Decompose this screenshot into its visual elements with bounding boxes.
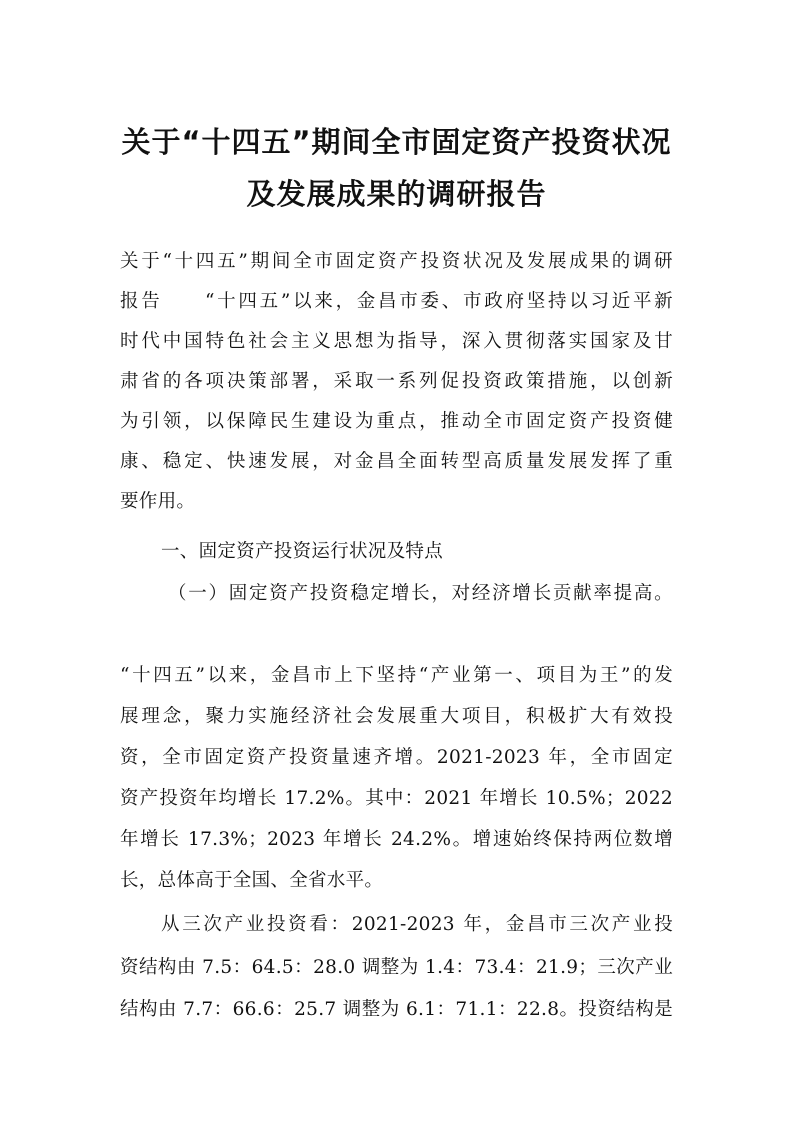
body-line: 肃省的各项决策部署，采取一系列促投资政策措施，以创新 (120, 371, 673, 392)
body-line: 长，总体高于全国、全省水平。 (120, 870, 384, 891)
body-line: 资产投资年均增长 17.2%。其中：2021 年增长 10.5%；2022 (120, 788, 673, 809)
document-title-line-2: 及发展成果的调研报告 (246, 177, 547, 211)
body-line: 为引领，以保障民生建设为重点，推动全市固定资产投资健 (120, 411, 673, 432)
section-heading: 一、固定资产投资运行状况及特点 (161, 541, 444, 562)
body-line: “十四五”以来，金昌市上下坚持“产业第一、项目为王”的发 (120, 665, 673, 686)
subsection-heading: （一）固定资产投资稳定增长，对经济增长贡献率提高。 (168, 583, 673, 604)
body-line: 年增长 17.3%；2023 年增长 24.2%。增速始终保持两位数增 (120, 829, 673, 850)
body-line: 要作用。 (120, 491, 196, 512)
body-line: 展理念，聚力实施经济社会发展重大项目，积极扩大有效投 (120, 706, 673, 727)
body-line: 报告 “十四五”以来，金昌市委、市政府坚持以习近平新 (120, 291, 673, 312)
body-line: 时代中国特色社会主义思想为指导，深入贯彻落实国家及甘 (120, 331, 673, 352)
document-title-line-1: 关于“十四五”期间全市固定资产投资状况 (121, 125, 672, 159)
body-line: 资，全市固定资产投资量速齐增。2021-2023 年，全市固定 (120, 747, 673, 768)
body-line: 康、稳定、快速发展，对金昌全面转型高质量发展发挥了重 (120, 451, 673, 472)
body-line: 关于“十四五”期间全市固定资产投资状况及发展成果的调研 (120, 251, 673, 272)
body-line: 结构由 7.7：66.6：25.7 调整为 6.1：71.1：22.8。投资结构是 (120, 999, 673, 1020)
body-line: 资结构由 7.5：64.5：28.0 调整为 1.4：73.4：21.9；三次产业 (120, 957, 673, 978)
body-line: 从三次产业投资看：2021-2023 年，金昌市三次产业投 (161, 914, 673, 935)
